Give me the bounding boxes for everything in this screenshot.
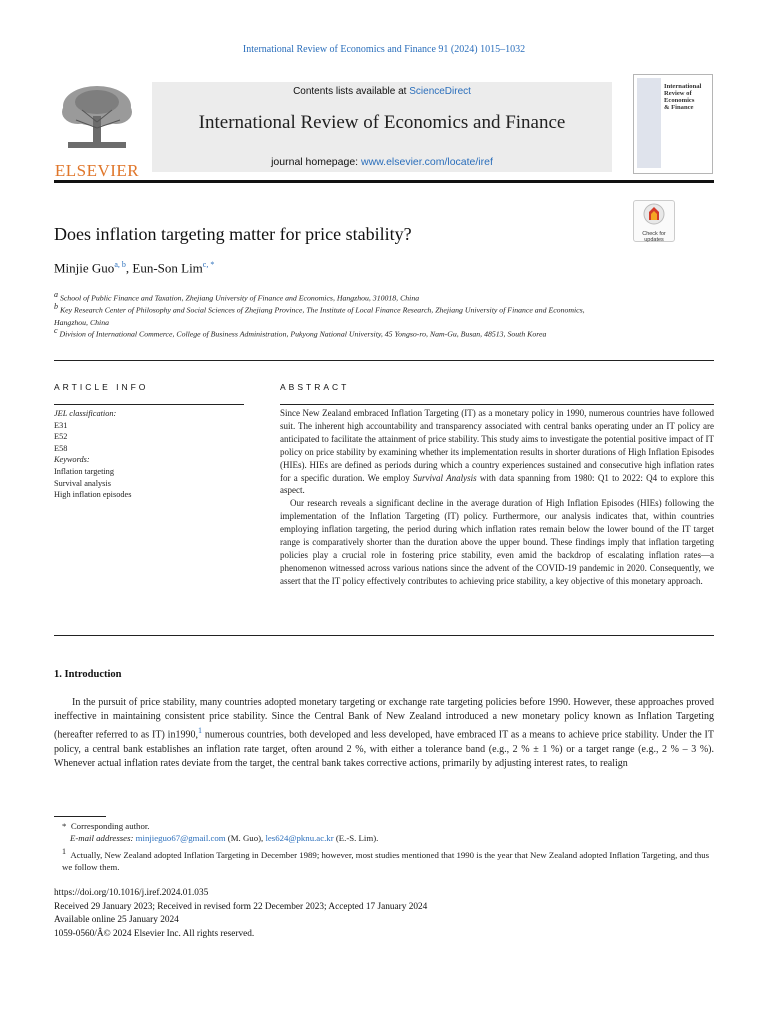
sciencedirect-link[interactable]: ScienceDirect [409, 86, 471, 97]
corresponding-author-note [62, 820, 722, 832]
journal-header-box [152, 82, 612, 172]
jel-code: E52 [54, 432, 68, 442]
abstract-divider [280, 404, 714, 405]
header-divider [54, 180, 714, 183]
check-updates-label [634, 231, 674, 243]
footnote-1 [62, 846, 714, 874]
cover-title-line: & Finance [664, 104, 694, 111]
article-title: Does inflation targeting matter for price stability? [54, 224, 412, 244]
contents-availability [152, 86, 612, 97]
article-info-divider [54, 404, 244, 405]
author-affiliation-marker[interactable]: c, * [202, 260, 215, 269]
email-link-lim[interactable]: les624@pknu.ac.kr [265, 833, 334, 843]
abstract-text-run: Since New Zealand embraced Inflation Targeting (IT) as a monetary policy in 1990, numerous countries have followed suit. The inherent high accountability and transparency associated with central banks operating under an IT policy are anticipated to facilitate the attainment of price stability. This study aims to investigate the potential positive impact of IT policy on price stability by examining whether its implementation results in shorter durations of High Inflation Episodes (HIEs). HIEs are defined as periods during which a country experiences sustained and consecutive high inflation rates for a specific duration. We employ [280, 408, 714, 483]
keyword: Inflation targeting [54, 466, 114, 476]
keyword: High inflation episodes [54, 490, 132, 500]
abstract-text-run: with data spanning from 1980: Q1 to 2022: Q4 to explore this aspect. [280, 472, 714, 496]
abstract-emphasis: Survival Analysis [413, 472, 477, 483]
cover-title-line: Economics [664, 97, 695, 104]
doi-link[interactable]: https://doi.org/10.1016/j.iref.2024.01.035 [54, 888, 209, 898]
footnote-mark: 1 [62, 847, 66, 856]
cover-title-line: Review of [664, 90, 692, 97]
keyword: Survival analysis [54, 478, 111, 488]
email-owner: (M. Guo), [225, 833, 266, 843]
corresponding-mark: * [62, 821, 67, 831]
journal-homepage [152, 156, 612, 168]
jel-code: E58 [54, 443, 68, 453]
abstract-paragraph [280, 407, 714, 497]
available-online-date: Available online 25 January 2024 [54, 915, 179, 925]
jel-code: E31 [54, 420, 68, 430]
article-info-heading: ARTICLE INFO [54, 382, 149, 392]
author-affiliation-marker[interactable]: a, b [114, 260, 126, 269]
check-updates-line: updates [644, 237, 664, 243]
cover-decoration [637, 78, 661, 168]
abstract-paragraph: Our research reveals a significant decline in the average duration of High Inflation Episodes (HIEs) following the implementation of the Inflation Targeting (IT) policy. Furthermore, our analysis indicates that, within countries employing inflation targeting, the period during which inflation rates remain below the lower bound of the IT target range is comparatively shorter than the duration above the upper bound. These findings imply that inflation targeting policies play a crucial role in fostering price stability, even amid the backdrop of escalating inflation rates—a phenomenon witnessed across various nations since the advent of the COVID-19 pandemic in 2020. Consequently, we assert that the IT policy effectively contributes to achieving price stability, a key objective of this monetary approach. [280, 498, 714, 586]
journal-citation-link[interactable]: International Review of Economics and Finance 91 (2024) 1015–1032 [242, 44, 526, 55]
email-link-guo[interactable]: minjieguo67@gmail.com [135, 833, 226, 843]
check-updates-icon [643, 203, 665, 225]
footnote-text: Actually, New Zealand adopted Inflation Targeting in December 1989; however, most studies mentioned that 1990 is the year that New Zealand adopted Inflation Targeting, and thus we follow them. [62, 849, 710, 873]
elsevier-tree-icon [54, 82, 140, 154]
jel-label: JEL classification: [54, 409, 117, 418]
copyright-notice: 1059-0560/Â© 2024 Elsevier Inc. All rights reserved. [54, 929, 255, 939]
contents-prefix: Contents lists available at [293, 86, 410, 97]
publisher-wordmark: ELSEVIER [54, 161, 140, 180]
section-divider [54, 635, 714, 636]
affiliation-mark: b [54, 302, 58, 311]
homepage-prefix: journal homepage: [271, 156, 361, 168]
footnote-divider [54, 816, 106, 817]
author-name[interactable]: Eun-Son Lim [132, 260, 203, 276]
introduction-heading: 1. Introduction [54, 669, 122, 680]
affiliation-mark: a [54, 290, 58, 299]
abstract-heading: ABSTRACT [280, 382, 350, 392]
email-owner: (E.-S. Lim). [333, 833, 379, 843]
elsevier-logo[interactable] [54, 82, 140, 180]
introduction-paragraph [54, 696, 714, 771]
received-dates: Received 29 January 2023; Received in revised form 22 December 2023; Accepted 17 January 2024 [54, 902, 428, 912]
affiliation-text: School of Public Finance and Taxation, Zhejiang University of Finance and Economics, Hangzhou, 310018, China [58, 293, 420, 303]
cover-title-line: International [664, 83, 702, 90]
cover-title [664, 83, 710, 111]
intro-text-run: In the pursuit of price stability, many countries adopted monetary targeting or exchange rate targeting policies before 1990. However, these approaches proved ineffective in maintaining consistent price stability. Since the Central Bank of New Zealand introduced a new monetary policy known as Inflation Targeting (hereafter referred to as IT) in1990, [54, 697, 714, 741]
affiliation-text: Division of International Commerce, College of Business Administration, Pukyong National University, 45 Yongso-ro, Nam-Gu, Busan, 48513, South Korea [57, 329, 547, 339]
affiliation-mark: c [54, 326, 58, 335]
intro-text-run: numerous countries, both developed and less developed, have embraced IT as a means to achieve price stability. Under the IT policy, a central bank establishes an inflation rate target, often around 2 %, with either a tolerance band (e.g., 2 % ± 1 %) or a target range (e.g., 2 % – 3 %). Whenever actual inflation rates deviate from the target, the central bank takes corrective actions, primarily by adjusting interest rates, to realign [54, 729, 714, 769]
footnote-1-marker[interactable]: 1 [197, 726, 202, 736]
author-list [54, 260, 214, 276]
keywords-label: Keywords: [54, 455, 90, 465]
affiliation [54, 325, 614, 341]
check-for-updates-button[interactable] [633, 200, 675, 242]
journal-homepage-link[interactable]: www.elsevier.com/locate/iref [361, 156, 493, 168]
email-addresses [70, 832, 730, 844]
corresponding-text: Corresponding author. [70, 821, 150, 831]
section-divider [54, 360, 714, 361]
affiliation-text: Key Research Center of Philosophy and Social Sciences of Zhejiang Province, The Institute of Local Finance Research, Zhejiang University of Finance and Economics, Hangzhou, China [54, 305, 585, 327]
journal-title: International Review of Economics and Finance [198, 112, 566, 133]
abstract-text [280, 407, 714, 588]
article-info-panel [54, 408, 254, 501]
journal-cover-thumbnail[interactable] [633, 74, 713, 174]
email-label: E-mail addresses: [70, 833, 134, 843]
check-updates-line: Check for [642, 231, 666, 237]
author-separator: , [125, 260, 133, 276]
author-name[interactable]: Minjie Guo [54, 260, 115, 276]
